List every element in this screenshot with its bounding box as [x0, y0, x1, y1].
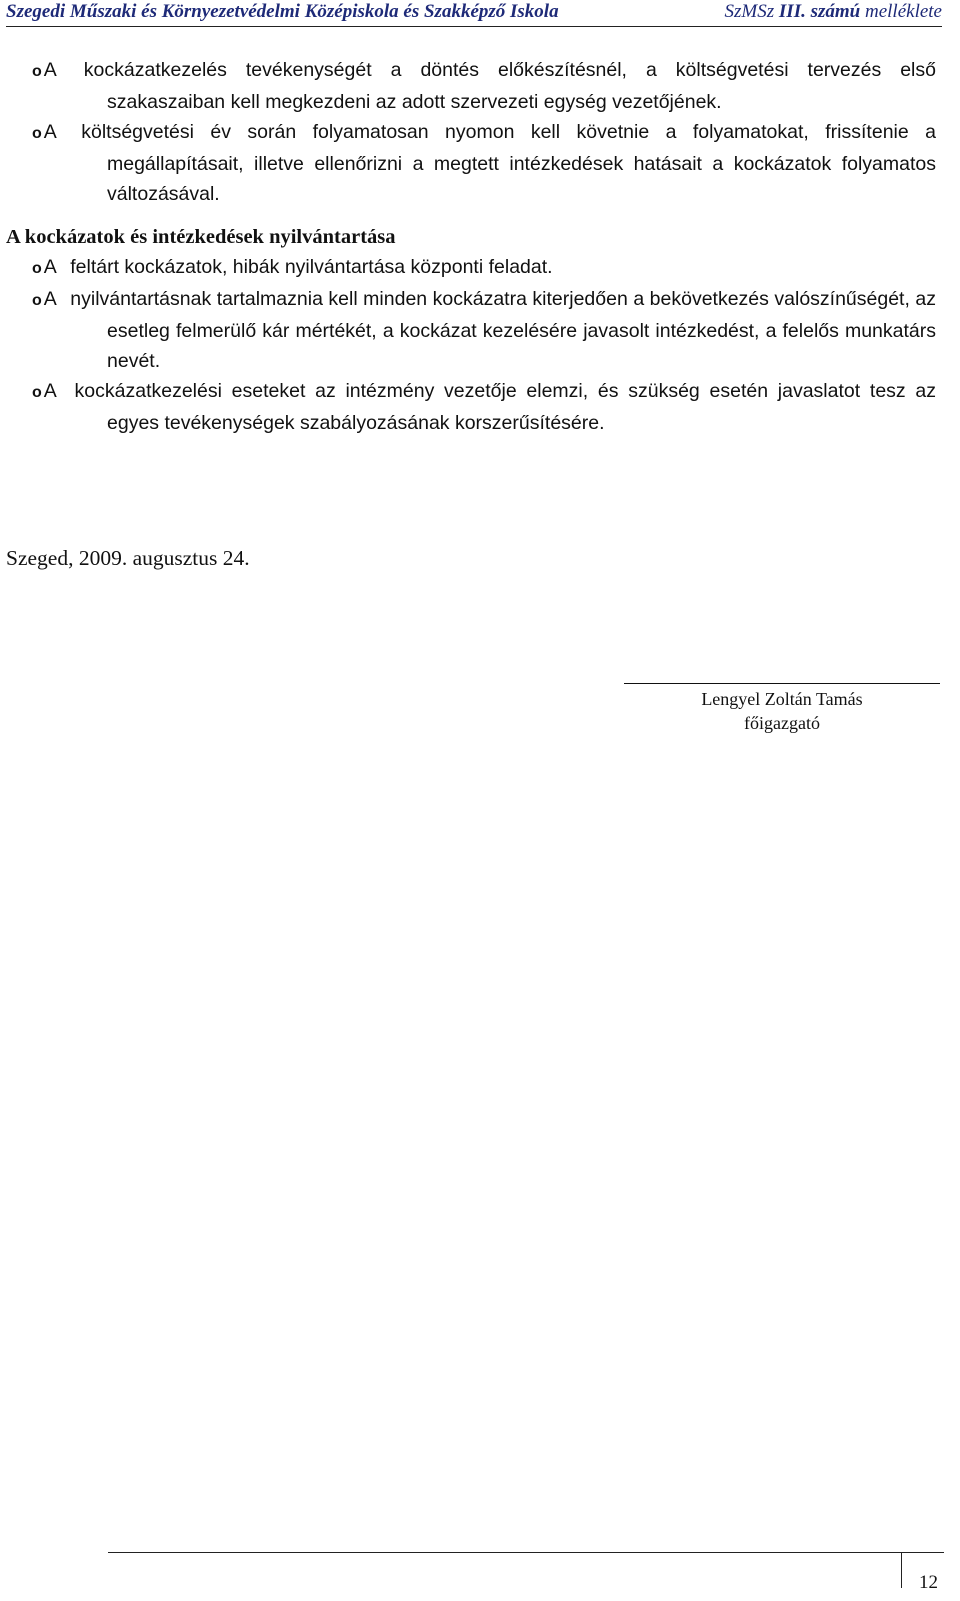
- page-number: 12: [919, 1572, 938, 1593]
- list-item-text: feltárt kockázatok, hibák nyilvántartása központi feladat.: [70, 256, 553, 278]
- list-item-text: nyilvántartásnak tartalmaznia kell minden kockázatra kiterjedően a bekövetkezés valószínűségét, az esetleg felmerülő kár mértékét, a kockázat kezelésére javasolt intézkedést, a felelős munkatárs nevét.: [70, 288, 936, 372]
- list-item: [6, 284, 936, 376]
- bullet-marker: o A: [32, 380, 57, 402]
- signature-line: [624, 683, 940, 684]
- list-item: [6, 117, 936, 209]
- list-item-text: kockázatkezelési eseteket az intézmény vezetője elemzi, és szükség esetén javaslatot tesz az egyes tevékenységek szabályozásának korszerűsítésére.: [74, 380, 936, 434]
- annex-number: III. számú: [778, 1, 861, 22]
- bullet-marker: o A: [32, 59, 57, 81]
- list-item-text: költségvetési év során folyamatosan nyomon kell követnie a folyamatokat, frissítenie a megállapításait, illetve ellenőrizni a megtett intézkedések hatásait a kockázatok folyamatos változásával.: [81, 121, 936, 205]
- list-item: [6, 376, 936, 438]
- bullet-marker: o A: [32, 121, 57, 143]
- school-name: Szegedi Műszaki és Környezetvédelmi Középiskola és Szakképző Iskola: [6, 1, 559, 22]
- bullet-marker: o A: [32, 288, 57, 310]
- place-date: Szeged, 2009. augusztus 24.: [6, 546, 250, 570]
- footer-rule: [108, 1552, 944, 1553]
- bullet-marker: o A: [32, 256, 57, 278]
- list-item-text: kockázatkezelés tevékenységét a döntés előkészítésnél, a költségvetési tervezés első szakaszaiban kell megkezdeni az adott szervezeti egység vezetőjének.: [83, 59, 936, 113]
- list-item: [6, 252, 936, 284]
- list-item: [6, 55, 936, 117]
- signatory-title: főigazgató: [744, 713, 820, 733]
- page-header: [6, 0, 942, 27]
- annex-prefix: SzMSz: [724, 1, 775, 22]
- document-body: [6, 55, 936, 438]
- annex-suffix: melléklete: [864, 1, 942, 22]
- annex-label: [725, 0, 942, 24]
- section-heading: A kockázatok és intézkedések nyilvántartása: [6, 226, 396, 248]
- signatory-name: Lengyel Zoltán Tamás: [701, 689, 863, 709]
